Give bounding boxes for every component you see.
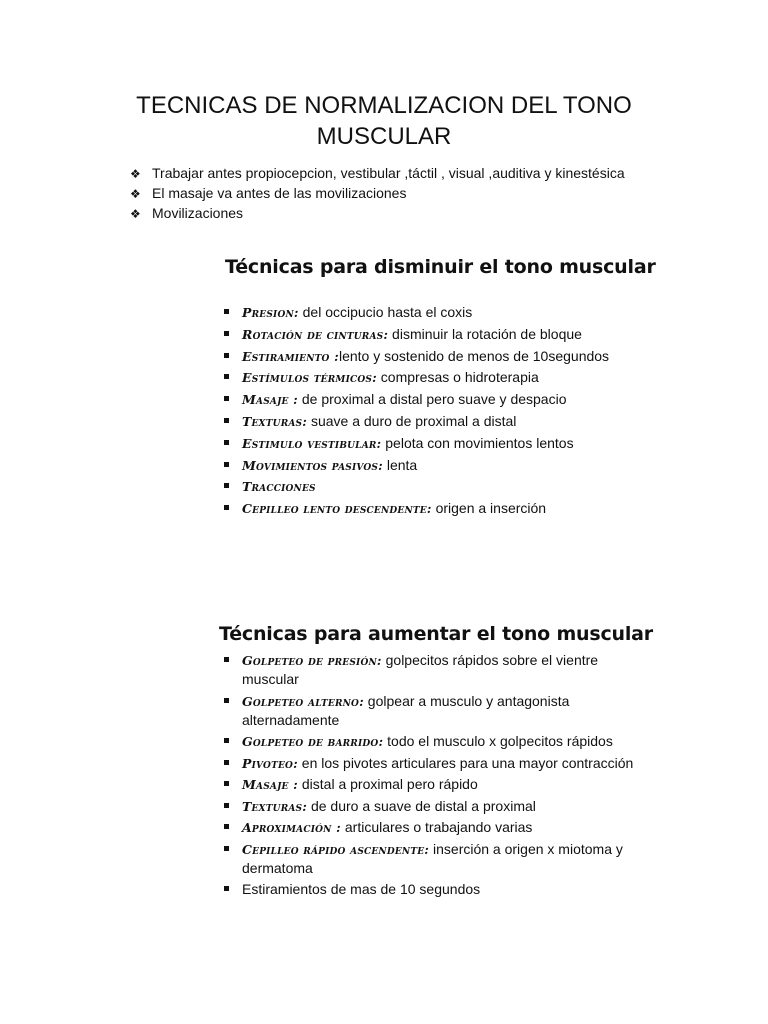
list-item: Golpeteo alterno: golpear a musculo y antagonista alternadamente [222,692,642,730]
title-line-2: MUSCULAR [316,123,452,150]
section-heading-aumentar: Técnicas para aumentar el tono muscular [219,623,653,645]
list-item: Masaje : distal a proximal pero rápido [222,775,642,794]
list-item: Estimulo vestibular: pelota con movimientos lentos [222,434,642,456]
aumentar-list [222,651,642,902]
list-item: Tracciones [222,477,642,499]
section-heading-disminuir: Técnicas para disminuir el tono muscular [225,256,656,278]
intro-list [130,164,625,224]
document-title [0,90,768,152]
list-item: ❖ El masaje va antes de las movilizaciones [130,184,625,204]
list-item: Estiramiento :lento y sostenido de menos de 10segundos [222,347,642,369]
list-item: Estímulos térmicos: compresas o hidroterapia [222,368,642,390]
title-line-1: TECNICAS DE NORMALIZACION DEL TONO [136,92,632,119]
list-item: Texturas: de duro a suave de distal a proximal [222,797,642,816]
list-item: Texturas: suave a duro de proximal a distal [222,412,642,434]
list-item: Golpeteo de barrido: todo el musculo x golpecitos rápidos [222,732,642,751]
disminuir-list [222,303,642,521]
list-item: ❖ Movilizaciones [130,204,625,224]
list-item: Rotación de cinturas: disminuir la rotación de bloque [222,325,642,347]
list-item: Masaje : de proximal a distal pero suave y despacio [222,390,642,412]
list-item: Pivoteo: en los pivotes articulares para una mayor contracción [222,754,642,773]
list-item: Presion: del occipucio hasta el coxis [222,303,642,325]
list-item: Estiramientos de mas de 10 segundos [222,880,642,899]
diamond-bullet-icon: ❖ [130,207,141,221]
diamond-bullet-icon: ❖ [130,167,141,181]
list-item: Golpeteo de presión: golpecitos rápidos sobre el vientre muscular [222,651,642,689]
list-item: Cepilleo lento descendente: origen a inserción [222,499,642,521]
list-item: Movimientos pasivos: lenta [222,456,642,478]
list-item: ❖ Trabajar antes propiocepcion, vestibular ,táctil , visual ,auditiva y kinestésica [130,164,625,184]
diamond-bullet-icon: ❖ [130,187,141,201]
list-item: Aproximación : articulares o trabajando varias [222,818,642,837]
list-item: Cepilleo rápido ascendente: inserción a origen x miotoma y dermatoma [222,840,642,878]
